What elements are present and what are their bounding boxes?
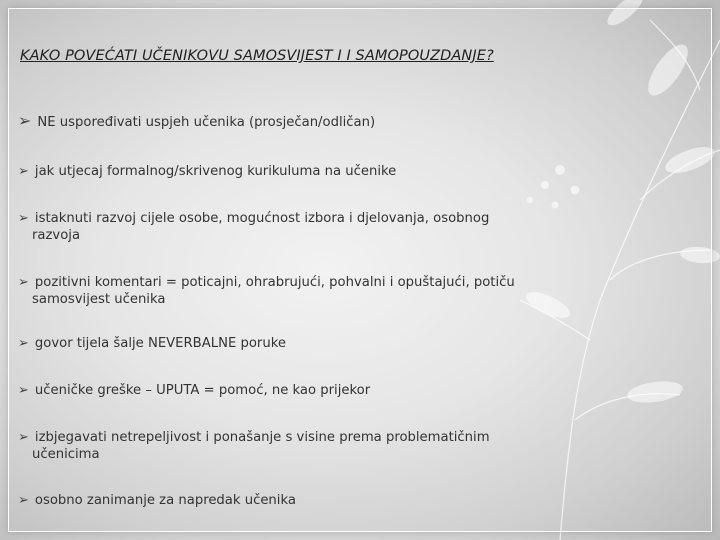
arrow-bullet-icon: ➢ xyxy=(18,111,32,130)
arrow-bullet-icon: ➢ xyxy=(18,275,29,290)
slide-title: KAKO POVEĆATI UČENIKOVU SAMOSVIJEST I I SAMOPOUZDANJE? xyxy=(20,48,494,64)
list-item-text: istaknuti razvoj cijele osobe, mogućnost izbora i djelovanja, osobnog xyxy=(34,211,490,226)
list-item-text: govor tijela šalje NEVERBALNE poruke xyxy=(34,336,286,351)
list-item xyxy=(18,112,563,131)
list-item xyxy=(18,210,563,244)
arrow-bullet-icon: ➢ xyxy=(18,430,29,445)
list-item xyxy=(18,335,563,352)
list-item-text-continued: razvoja xyxy=(32,228,81,243)
list-item-text: učeničke greške – UPUTA = pomoć, ne kao prijekor xyxy=(34,383,371,398)
list-item-text-continued: učenicima xyxy=(32,447,100,462)
list-item xyxy=(18,429,563,463)
list-item xyxy=(18,492,563,509)
list-item-text: NE uspoređivati uspjeh učenika (prosječan/odličan) xyxy=(37,115,376,130)
arrow-bullet-icon: ➢ xyxy=(18,336,29,351)
arrow-bullet-icon: ➢ xyxy=(18,383,29,398)
list-item-text: izbjegavati netrepeljivost i ponašanje s visine prema problematičnim xyxy=(34,430,490,445)
arrow-bullet-icon: ➢ xyxy=(18,493,29,508)
list-item-text: jak utjecaj formalnog/skrivenog kurikuluma na učenike xyxy=(34,164,397,179)
list-item xyxy=(18,163,563,180)
list-item-text: osobno zanimanje za napredak učenika xyxy=(34,493,296,508)
arrow-bullet-icon: ➢ xyxy=(18,164,29,179)
list-item-text-continued: samosvijest učenika xyxy=(32,292,166,307)
list-item xyxy=(18,274,563,308)
list-item xyxy=(18,382,563,399)
list-item-text: pozitivni komentari = poticajni, ohrabrujući, pohvalni i opuštajući, potiču xyxy=(34,275,515,290)
arrow-bullet-icon: ➢ xyxy=(18,211,29,226)
